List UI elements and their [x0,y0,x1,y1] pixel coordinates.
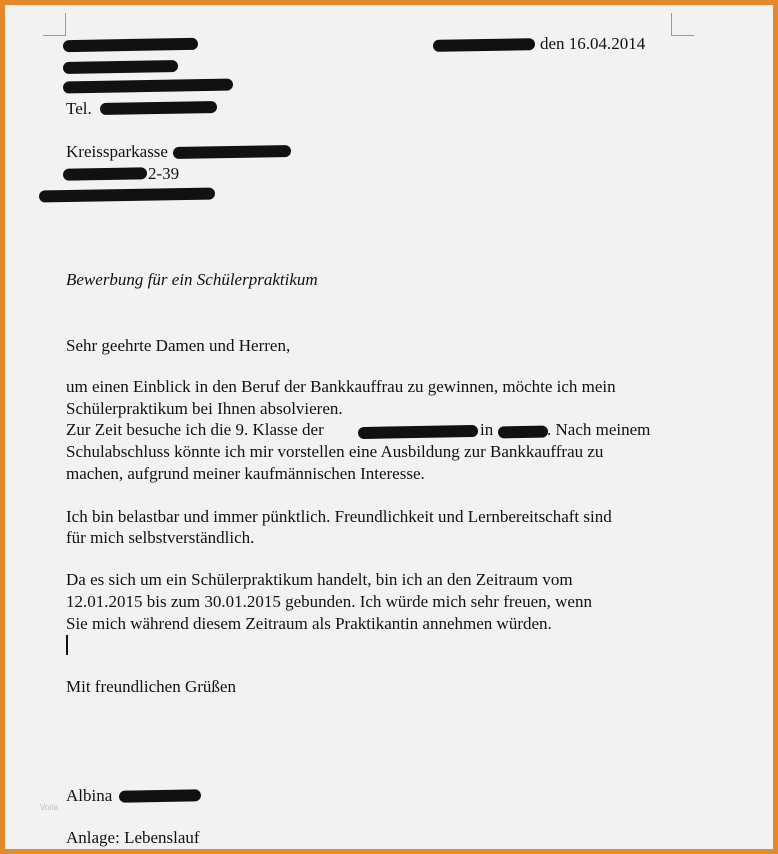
text-cursor [66,635,68,655]
redacted-bank-branch [173,145,291,159]
redacted-bank-street [63,167,147,180]
watermark-text: Vorla [40,803,59,812]
redacted-bank-city [39,187,215,202]
redacted-school-name [358,425,478,439]
redacted-sender-name [63,38,198,52]
redacted-phone-number [100,101,217,115]
paragraph-1-line-2: Schülerpraktikum bei Ihnen absolvieren. [66,399,343,418]
paragraph-4-line-2: 12.01.2015 bis zum 30.01.2015 gebunden. Ich würde mich sehr freuen, wenn [66,592,592,611]
attachment-line: Anlage: Lebenslauf [66,828,200,847]
paragraph-2-line-1-end: . Nach meinem [547,420,651,439]
letter-subject: Bewerbung für ein Schülerpraktikum [66,270,318,289]
paragraph-2-line-1-mid: in [480,420,494,439]
document-frame [5,5,773,849]
redacted-sender-street [63,60,178,74]
paragraph-2-line-2: Schulabschluss könnte ich mir vorstellen eine Ausbildung zur Bankkauffrau zu [66,442,604,461]
paragraph-2-line-3: machen, aufgrund meiner kaufmännischen Interesse. [66,464,425,483]
paragraph-2-line-1-start: Zur Zeit besuche ich die 9. Klasse der [66,420,324,439]
corner-mark-top-left [43,13,66,36]
paragraph-1-line-1: um einen Einblick in den Beruf der Bankkauffrau zu gewinnen, möchte ich mein [66,377,616,396]
corner-mark-top-right [671,13,694,36]
paragraph-4-line-1: Da es sich um ein Schülerpraktikum handelt, bin ich an den Zeitraum vom [66,570,573,589]
salutation: Sehr geehrte Damen und Herren, [66,336,291,355]
closing-phrase: Mit freundlichen Grüßen [66,677,236,696]
paragraph-3-line-2: für mich selbstverständlich. [66,528,255,547]
signature-first-name: Albina [66,786,113,805]
redacted-school-town [498,426,548,439]
redacted-place [433,38,535,52]
paragraph-4-line-3: Sie mich während diesem Zeitraum als Praktikantin annehmen würden. [66,614,552,633]
letter-date: den 16.04.2014 [540,34,646,53]
letter-page [5,5,773,849]
redacted-sender-city [63,79,233,94]
paragraph-3-line-1: Ich bin belastbar und immer pünktlich. Freundlichkeit und Lernbereitschaft sind [66,507,612,526]
recipient-street-number: 2-39 [148,164,180,183]
phone-label: Tel. [66,99,92,118]
redacted-signature-surname [119,789,201,802]
recipient-bank: Kreissparkasse [66,142,168,161]
